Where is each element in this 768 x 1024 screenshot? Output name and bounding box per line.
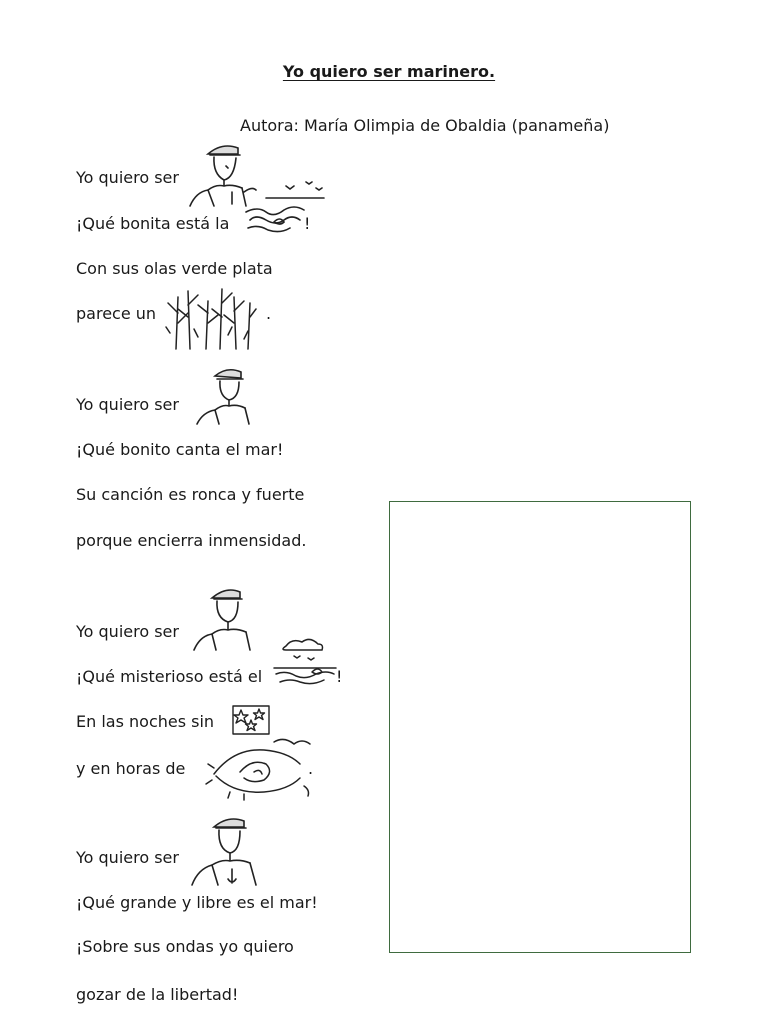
sailor-icon [193, 366, 253, 426]
verse-line: Yo quiero ser [76, 168, 179, 187]
poem-title: Yo quiero ser marinero. [282, 62, 496, 81]
reeds-icon [162, 283, 258, 351]
drawing-box [389, 501, 691, 953]
stars-icon [231, 704, 271, 736]
sailor-icon [188, 813, 260, 889]
exclamation-mark: ! [336, 667, 343, 686]
verse-line: parece un [76, 304, 157, 323]
verse-line: En las noches sin [76, 712, 215, 731]
verse-line: ¡Qué bonito canta el mar! [76, 440, 284, 459]
verse-line: ¡Qué misterioso está el [76, 667, 263, 686]
verse-line: gozar de la libertad! [76, 985, 239, 1004]
verse-line: ¡Qué grande y libre es el mar! [76, 893, 318, 912]
verse-line: Yo quiero ser [76, 395, 179, 414]
poem-author: Autora: María Olimpia de Obaldia (panameña) [240, 116, 610, 135]
verse-line: Con sus olas verde plata [76, 259, 273, 278]
sailor-icon [190, 584, 254, 656]
period-mark: . [308, 759, 314, 778]
verse-line: Su canción es ronca y fuerte [76, 485, 305, 504]
verse-line: Yo quiero ser [76, 848, 179, 867]
verse-line: Yo quiero ser [76, 622, 179, 641]
verse-line: y en horas de [76, 759, 186, 778]
exclamation-mark: ! [304, 214, 311, 233]
sailor-icon [186, 140, 326, 210]
period-mark: . [266, 304, 272, 323]
verse-line: porque encierra inmensidad. [76, 531, 307, 550]
verse-line: ¡Sobre sus ondas yo quiero [76, 937, 294, 956]
verse-line: ¡Qué bonita está la [76, 214, 230, 233]
sea-icon [272, 636, 338, 688]
sea-icon [244, 204, 311, 236]
storm-icon [204, 734, 314, 804]
